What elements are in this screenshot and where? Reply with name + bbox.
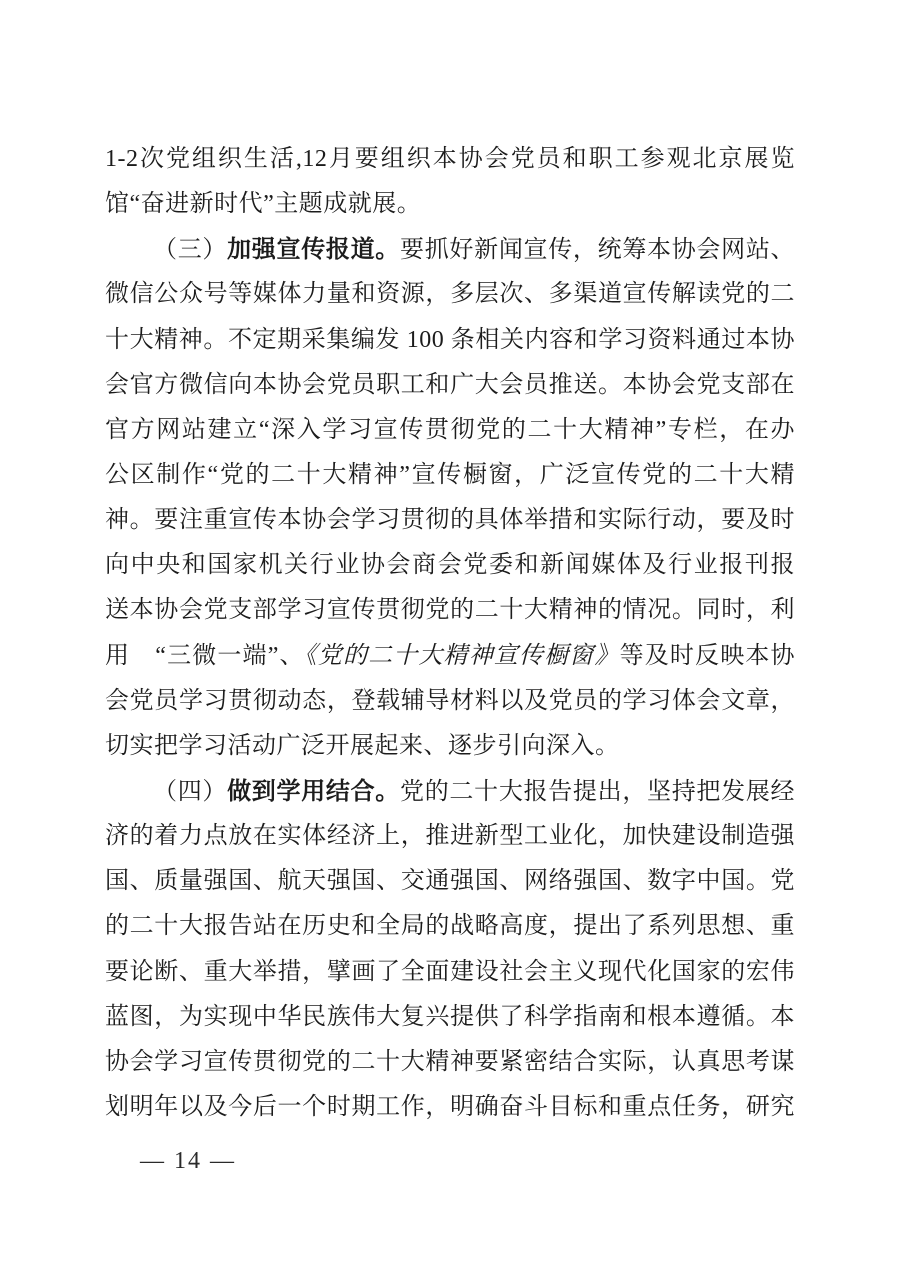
text-line [105,1085,795,1130]
section-heading-text: 加强宣传报道。 [227,236,401,264]
body-text-segment: 送本协会党支部学习宣传贯彻党的二十大精神的情况。同时，利 [105,597,795,624]
text-line [105,227,795,272]
text-line [105,859,795,904]
body-text-segment: 十大精神。不定期采集编发 100 条相关内容和学习资料通过本协 [105,326,795,353]
body-text-segment: 官方网站建立“深入学习宣传贯彻党的二十大精神”专栏，在办 [105,416,795,443]
paragraph-section-3-publicity [105,227,795,769]
body-text-segment: 馆“奋进新时代”主题成就展。 [105,191,422,218]
body-text-segment: 会党员学习贯彻动态，登载辅导材料以及党员的学习体会文章， [105,687,795,714]
text-line [105,634,795,679]
paragraph-continued-from-previous-page [105,137,795,227]
text-line [105,137,795,182]
text-line [105,182,795,227]
paragraph-section-4-apply-learning [105,769,795,1130]
body-text-segment: 神。要注重宣传本协会学习贯彻的具体举措和实际行动，要及时 [105,507,795,534]
body-text-segment: 党的二十大报告提出，坚持把发展经 [400,778,796,805]
body-text-segment: 划明年以及今后一个时期工作，明确奋斗目标和重点任务，研究 [105,1093,795,1120]
text-line [105,904,795,949]
body-text-segment: 向中央和国家机关行业协会商会党委和新闻媒体及行业报刊报 [105,552,795,579]
text-line [105,814,795,859]
text-line [105,995,795,1040]
document-body [105,137,795,1130]
body-text-segment: 1-2次党组织生活,12月要组织本协会党员和职工参观北京展览 [105,146,795,172]
body-text-segment: 公区制作“党的二十大精神”宣传橱窗，广泛宣传党的二十大精 [105,461,795,488]
text-line [105,453,795,498]
body-text-segment: 切实把学习活动广泛开展起来、逐步引向深入。 [105,732,620,759]
text-line [105,408,795,453]
text-line [105,363,795,408]
body-text-segment: 要论断、重大举措，擘画了全面建设社会主义现代化国家的宏伟 [105,958,795,985]
text-line [105,498,795,543]
body-text-segment: 要抓好新闻宣传，统筹本协会网站、 [400,237,796,264]
section-heading-text: 做到学用结合。 [227,777,401,805]
body-text-segment: （四） [153,778,228,805]
text-line [105,272,795,317]
body-text-segment: 等及时反映本协 [619,642,796,669]
text-line [105,950,795,995]
body-text-segment: 济的着力点放在实体经济上，推进新型工业化，加快建设制造强 [105,823,795,850]
book-title-text: 《党的二十大精神宣传橱窗》 [304,642,620,669]
body-text-segment: 协会学习宣传贯彻党的二十大精神要紧密结合实际，认真思考谋 [105,1048,795,1075]
body-text-segment: 国、质量强国、航天强国、交通强国、网络强国、数字中国。党 [105,868,795,895]
text-line [105,679,795,724]
text-line [105,724,795,769]
body-text-segment: 用 “三微一端”、 [105,642,305,669]
body-text-segment: 微信公众号等媒体力量和资源，多层次、多渠道宣传解读党的二 [105,281,795,308]
text-line [105,318,795,363]
body-text-segment: 的二十大报告站在历史和全局的战略高度，提出了系列思想、重 [105,913,795,940]
body-text-segment: 会官方微信向本协会党员职工和广大会员推送。本协会党支部在 [105,371,795,398]
body-text-segment: （三） [153,237,228,264]
text-line [105,769,795,814]
text-line [105,543,795,588]
page-number: — 14 — [140,1148,236,1174]
text-line [105,588,795,633]
body-text-segment: 蓝图，为实现中华民族伟大复兴提供了科学指南和根本遵循。本 [105,1003,795,1030]
text-line [105,1040,795,1085]
